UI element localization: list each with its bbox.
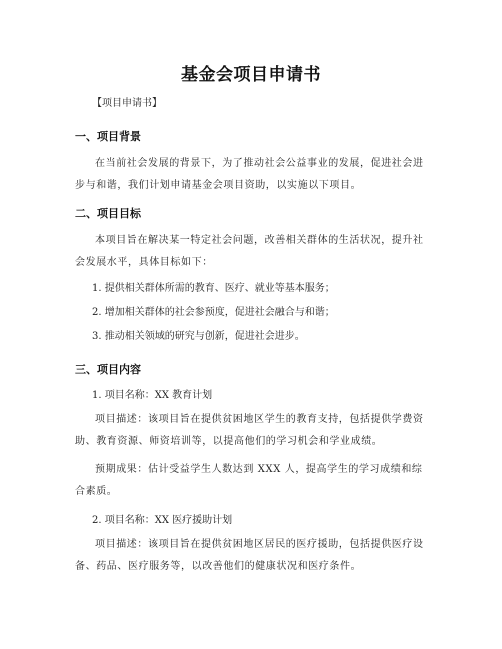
- goal-item: 2. 增加相关群体的社会参预度，促进社会融合与和谐；: [92, 307, 335, 318]
- project-description: 项目描述：该项目旨在提供贫困地区居民的医疗援助，包括提供医疗设备、药品、医疗服务等，以改善他们的健康状况和医疗条件。: [75, 539, 424, 572]
- background-paragraph: 在当前社会发展的背景下，为了推动社会公益事业的发展，促进社会进步与和谐，我们计划申请基金会项目资助，以实施以下项目。: [75, 158, 424, 191]
- project-description: 项目描述：该项目旨在提供贫困地区学生的教育支持，包括提供学费资助、教育资源、师资培训等，以提高他们的学习机会和学业成绩。: [75, 414, 424, 447]
- section-heading-content: 三、项目内容: [75, 363, 141, 376]
- goal-item: 1. 提供相关群体所需的教育、医疗、就业等基本服务；: [92, 283, 335, 294]
- project-name: 2. 项目名称：XX 医疗援助计划: [92, 515, 233, 526]
- goal-item: 3. 推动相关领域的研究与创新，促进社会进步。: [92, 331, 305, 342]
- project-name: 1. 项目名称：XX 教育计划: [92, 390, 213, 401]
- goals-intro-paragraph: 本项目旨在解决某一特定社会问题，改善相关群体的生活状况，提升社会发展水平，具体目标如下：: [75, 235, 424, 268]
- section-heading-background: 一、项目背景: [75, 130, 141, 143]
- document-tag: 【项目申请书】: [92, 98, 162, 109]
- document-title: 基金会项目申请书: [181, 65, 321, 85]
- project-outcome: 预期成果：估计受益学生人数达到 XXX 人，提高学生的学习成绩和综合素质。: [75, 464, 423, 497]
- section-heading-goals: 二、项目目标: [75, 207, 141, 220]
